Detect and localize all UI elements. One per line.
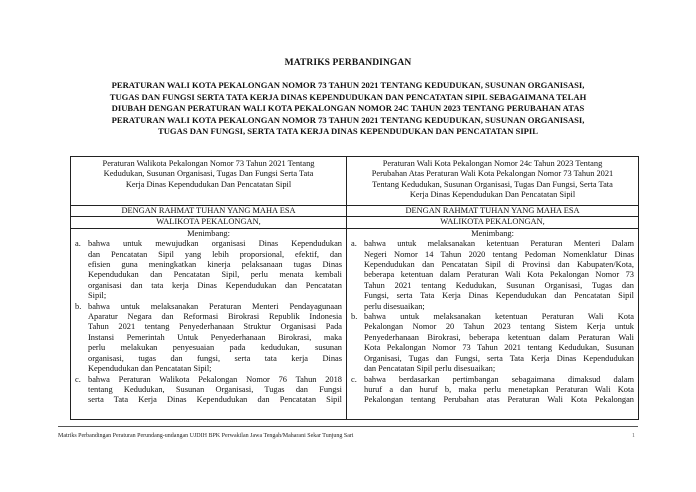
text-line: Pekalongan tentang Perubahan atas Peraturan Wali Kota Pekalongan bbox=[364, 395, 634, 405]
text-line: bahwa untuk melaksanakan Peraturan Menteri Pendayagunaan bbox=[88, 301, 342, 311]
text-line: Sipil; bbox=[88, 291, 107, 301]
title-line: DIUBAH DENGAN PERATURAN WALI KOTA PEKALONGAN NOMOR 24C TAHUN 2023 TENTANG PERUBAHAN ATAS bbox=[111, 103, 585, 114]
list-item bbox=[75, 302, 342, 375]
item-label: b. bbox=[351, 312, 358, 322]
text-line: Kependudukan dan Pencatatan Sipil di Provinsi dan Kabupaten/Kota, bbox=[364, 260, 634, 270]
text-line: serta Tata Kerja Dinas Kependudukan dan Pencatatan Sipil bbox=[88, 395, 342, 405]
comparison-table bbox=[70, 156, 639, 420]
text-line: organisasi, tugas dan fungsi, serta tata kerja Dinas bbox=[88, 353, 342, 363]
item-text bbox=[88, 239, 342, 301]
header-line: Perubahan Atas Peraturan Wali Kota Pekalongan Nomor 73 Tahun 2021 bbox=[371, 169, 614, 179]
table-header-row bbox=[71, 157, 639, 206]
title-line: TUGAS DAN FUNGSI, SERTA TATA KERJA DINAS KEPENDUDUKAN DAN PENCATATAN SIPIL bbox=[157, 126, 539, 137]
text-line: Negeri Nomor 14 Tahun 2020 tentang Pedoman Nomenklatur Dinas bbox=[364, 249, 634, 259]
right-official: WALIKOTA PEKALONGAN, bbox=[347, 217, 639, 228]
table-row bbox=[71, 228, 639, 419]
text-line: Aparatur Negara dan Reformasi Birokrasi Republik Indonesia bbox=[88, 312, 342, 322]
footer-text: Matriks Perbandingan Peraturan Perundang-undangan UJDIH BPK Perwakilan Jawa Tengah/Maharani Sekar Tunjung Sari bbox=[58, 433, 354, 439]
right-column-header bbox=[347, 157, 639, 206]
text-line: bahwa untuk melaksanakan ketentuan Peraturan Wali Kota bbox=[364, 312, 634, 322]
text-line: huruf a dan huruf b, maka perlu menetapkan Peraturan Wali Kota bbox=[364, 384, 634, 394]
item-text bbox=[364, 239, 634, 312]
list-item bbox=[351, 312, 634, 374]
left-considering-label: Menimbang: bbox=[187, 228, 230, 238]
text-line: Penyederhanaan Birokrasi, beberapa ketentuan dalam Peraturan Wali bbox=[364, 332, 634, 342]
text-line: Kependudukan dan Pencatatan Sipil; bbox=[88, 364, 212, 374]
header-line: Peraturan Walikota Pekalongan Nomor 73 Tahun 2021 Tentang bbox=[102, 159, 315, 168]
left-column-header bbox=[71, 157, 347, 206]
item-text bbox=[364, 312, 634, 374]
document-heading: MATRIKS PERBANDINGAN bbox=[284, 58, 412, 68]
header-line: Kedudukan, Susunan Organisasi, Tugas Dan Fungsi Serta Tata bbox=[103, 169, 314, 179]
item-text bbox=[88, 302, 342, 375]
text-line: perlu disesuaikan; bbox=[364, 301, 425, 311]
item-label: a. bbox=[75, 239, 81, 249]
text-line: Instansi Pemerintah Untuk Penyederhanaan Birokrasi, maka bbox=[88, 332, 342, 342]
text-line: bahwa berdasarkan pertimbangan sebagaimana dimaksud dalam bbox=[364, 374, 634, 384]
text-line: organisasi dan tata kerja Dinas Kependudukan dan Pencatatan bbox=[88, 280, 342, 290]
left-considerations-cell bbox=[71, 228, 347, 419]
text-line: Kota Pekalongan Nomor 73 Tahun 2021 tentang Kedudukan, Susunan bbox=[364, 343, 634, 353]
text-line: dan Pencatatan Sipil yang lebih proporsional, efektif, dan bbox=[88, 249, 342, 259]
text-line: Fungsi, serta Tata Kerja Dinas Kependudukan dan Pencatatan Sipil bbox=[364, 291, 634, 301]
footer-divider bbox=[58, 426, 638, 427]
item-text bbox=[88, 375, 342, 406]
item-text bbox=[364, 375, 634, 406]
text-line: bahwa untuk melaksanakan ketentuan Peraturan Menteri Dalam bbox=[364, 239, 634, 249]
text-line: beberapa ketentuan dalam Peraturan Wali Kota Pekalongan Nomor 73 bbox=[364, 270, 634, 280]
item-label: b. bbox=[75, 301, 82, 311]
item-label: a. bbox=[351, 239, 357, 249]
list-item bbox=[351, 239, 634, 312]
title-line: PERATURAN WALI KOTA PEKALONGAN NOMOR 73 TAHUN 2021 TENTANG KEDUDUKAN, SUSUNAN ORGANISASI, bbox=[111, 114, 585, 125]
text-line: Kependudukan dan Pencatatan Sipil, perlu menata kembali bbox=[88, 270, 342, 280]
header-line: Peraturan Wali Kota Pekalongan Nomor 24c Tahun 2023 Tentang bbox=[382, 159, 603, 168]
document-title bbox=[82, 80, 614, 138]
text-line: dan Pencatatan Sipil perlu disesuaikan; bbox=[364, 364, 496, 374]
text-line: efisien guna meningkatkan kinerja pelaksanaan tugas Dinas bbox=[88, 260, 342, 270]
title-line: TUGAS DAN FUNGSI SERTA TATA KERJA DINAS KEPENDUDUKAN DAN PENCATATAN SIPIL SEBAGAIMANA TELAH bbox=[109, 91, 587, 102]
list-item bbox=[351, 375, 634, 406]
title-line: PERATURAN WALI KOTA PEKALONGAN NOMOR 73 TAHUN 2021 TENTANG KEDUDUKAN, SUSUNAN ORGANISASI, bbox=[111, 80, 585, 90]
text-line: tentang Kedudukan, Susunan Organisasi, Tugas dan Fungsi bbox=[88, 384, 342, 394]
text-line: perlu melakukan penyesuaian pada kedudukan, susunan bbox=[88, 343, 342, 353]
list-item bbox=[75, 375, 342, 406]
text-line: bahwa untuk mewujudkan organisasi Dinas Kependudukan bbox=[88, 239, 342, 249]
text-line: bahwa Peraturan Walikota Pekalongan Nomor 76 Tahun 2018 bbox=[88, 374, 342, 384]
item-label: c. bbox=[351, 374, 357, 384]
right-preamble: DENGAN RAHMAT TUHAN YANG MAHA ESA bbox=[347, 206, 639, 217]
header-line: Tentang Kedudukan, Susunan Organisasi, Tugas Dan Fungsi, Serta Tata bbox=[372, 179, 613, 189]
text-line: Pekalongan Nomor 20 Tahun 2023 tentang Sistem Kerja untuk bbox=[364, 322, 634, 332]
list-item bbox=[75, 239, 342, 301]
item-label: c. bbox=[75, 374, 81, 384]
text-line: Tahun 2021 tentang Penyederhanaan Struktur Organisasi Pada bbox=[88, 322, 342, 332]
header-line: Kerja Dinas Kependudukan Dan Pencatatan Sipil bbox=[409, 190, 576, 200]
page-number: 1 bbox=[632, 433, 635, 439]
table-row bbox=[71, 217, 639, 228]
header-line: Kerja Dinas Kependudukan Dan Pencatatan Sipil bbox=[125, 179, 292, 189]
right-considering-label: Menimbang: bbox=[471, 228, 514, 238]
left-preamble: DENGAN RAHMAT TUHAN YANG MAHA ESA bbox=[71, 206, 347, 217]
left-official: WALIKOTA PEKALONGAN, bbox=[71, 217, 347, 228]
text-line: Tahun 2021 tentang Kedudukan, Susunan Organisasi, Tugas dan bbox=[364, 280, 634, 290]
right-considerations-cell bbox=[347, 228, 639, 419]
table-row bbox=[71, 206, 639, 217]
text-line: Organisasi, Tugas dan Fungsi, serta Tata Kerja Dinas Kependudukan bbox=[364, 353, 634, 363]
